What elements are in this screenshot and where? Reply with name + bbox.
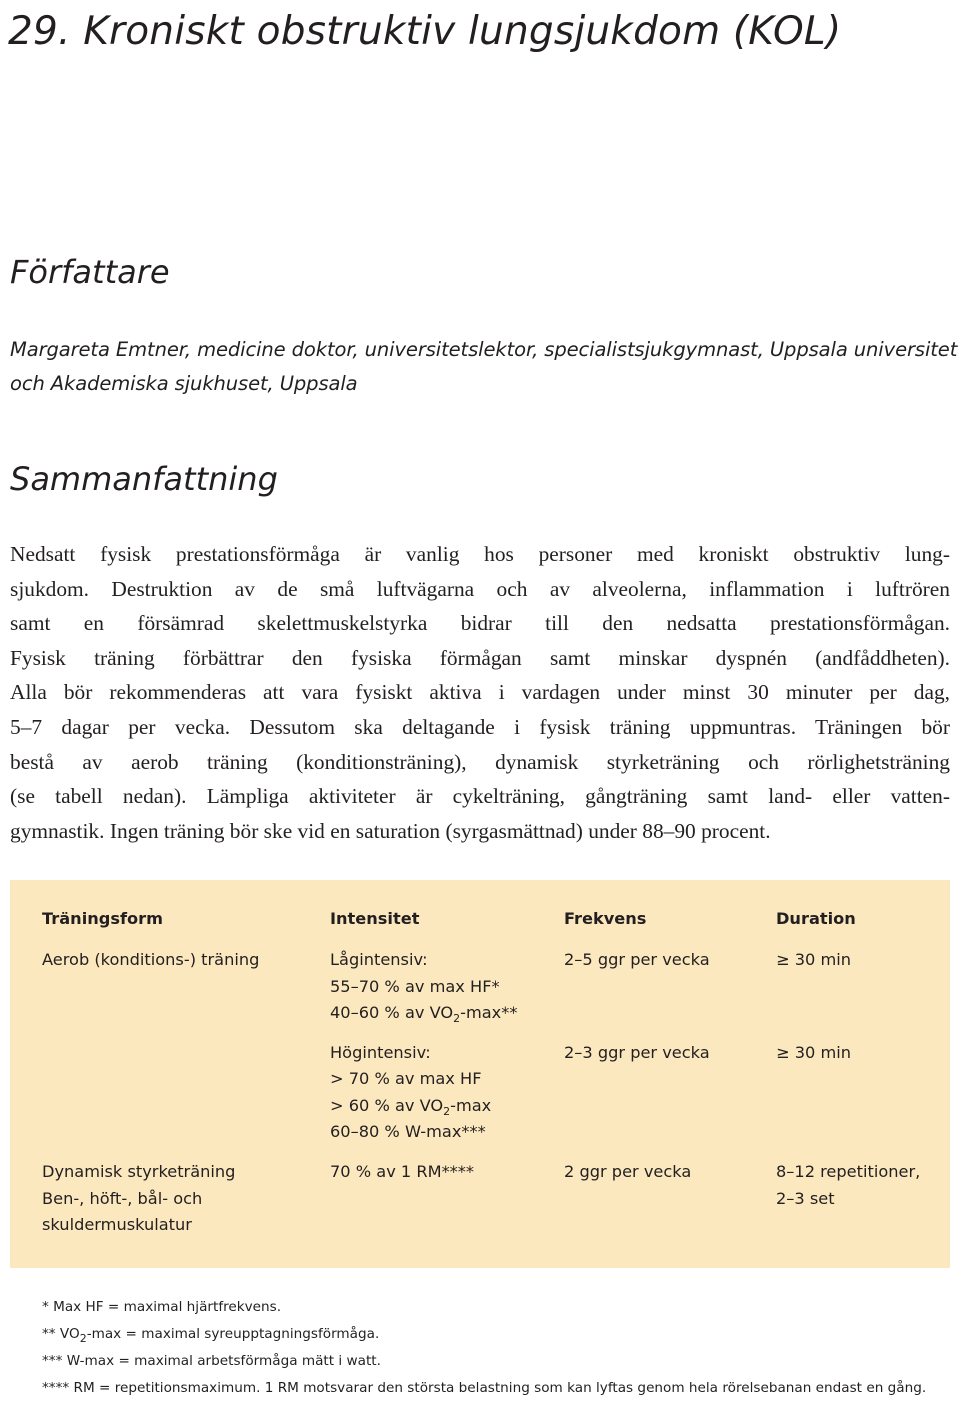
vo2-text: > 60 % av VO bbox=[330, 1096, 444, 1115]
aerob-high-frequency: 2–3 ggr per vecka bbox=[564, 1043, 710, 1062]
subscript: 2 bbox=[443, 1105, 451, 1118]
strength-form-line: skuldermuskulatur bbox=[42, 1215, 192, 1234]
header-intensity: Intensitet bbox=[330, 909, 420, 928]
summary-line: 5–7 dagar per vecka. Dessutom ska deltagande i fysisk träning uppmuntras. Träningen bör bbox=[10, 714, 950, 739]
summary-line: bestå av aerob träning (konditionsträning), dynamisk styrketräning och rörlighetsträning bbox=[10, 749, 950, 774]
summary-line: Alla bör rekommenderas att vara fysiskt aktiva i vardagen under minst 30 minuter per dag, bbox=[10, 680, 950, 705]
aerob-low-duration: ≥ 30 min bbox=[776, 950, 851, 969]
subscript: 2 bbox=[79, 1332, 87, 1345]
aerob-high-hf: > 70 % av max HF bbox=[330, 1069, 482, 1088]
summary-line: samt en försämrad skelettmuskelstyrka bidrar till den nedsatta prestationsförmågan. bbox=[10, 611, 950, 636]
footnotes bbox=[42, 1294, 957, 1402]
summary-line: sjukdom. Destruktion av de små luftvägarna och av alveolerna, inflammation i luftrören bbox=[10, 576, 950, 601]
footnote-text: ** VO bbox=[42, 1326, 80, 1342]
footnote-text: -max = maximal syreupptagningsförmåga. bbox=[86, 1326, 380, 1342]
aerob-low-vo2 bbox=[330, 1000, 517, 1027]
strength-intensity: 70 % av 1 RM**** bbox=[330, 1162, 474, 1181]
aerob-high-vo2 bbox=[330, 1093, 491, 1120]
aerob-low-title: Lågintensiv: bbox=[330, 950, 428, 969]
strength-frequency: 2 ggr per vecka bbox=[564, 1162, 692, 1181]
summary-line: gymnastik. Ingen träning bör ske vid en saturation (syrgasmättnad) under 88–90 procent. bbox=[10, 818, 771, 843]
summary-line: (se tabell nedan). Lämpliga aktiviteter är cykelträning, gångträning samt land- eller vatten- bbox=[10, 784, 950, 809]
summary-body bbox=[10, 537, 950, 848]
aerob-low-hf: 55–70 % av max HF* bbox=[330, 977, 500, 996]
summary-line: Fysisk träning förbättrar den fysiska förmågan samt minskar dyspnén (andfåddheten). bbox=[10, 645, 950, 670]
aerob-high-wmax: 60–80 % W-max*** bbox=[330, 1122, 486, 1141]
footnote bbox=[42, 1321, 957, 1348]
footnote: *** W-max = maximal arbetsförmåga mätt i watt. bbox=[42, 1353, 381, 1369]
author-text: Margareta Emtner, medicine doktor, universitetslektor, specialistsjukgymnast, Uppsala universitet och Akademiska sjukhuset, Uppsala bbox=[10, 338, 958, 395]
vo2-text: 40–60 % av VO bbox=[330, 1003, 454, 1022]
footnote: * Max HF = maximal hjärtfrekvens. bbox=[42, 1299, 282, 1315]
header-frequency: Frekvens bbox=[564, 909, 647, 928]
footnote: **** RM = repetitionsmaximum. 1 RM motsvarar den största belastning som kan lyftas genom hela rörelsebanan endast en gång. bbox=[42, 1380, 927, 1396]
strength-form-line: Ben-, höft-, bål- och bbox=[42, 1189, 203, 1208]
summary-line: Nedsatt fysisk prestationsförmåga är vanlig hos personer med kroniskt obstruktiv lung- bbox=[10, 542, 950, 566]
page-title: 29. Kroniskt obstruktiv lungsjukdom (KOL) bbox=[8, 9, 842, 54]
vo2-suffix: -max bbox=[450, 1096, 492, 1115]
strength-duration-line: 8–12 repetitioner, bbox=[776, 1162, 921, 1181]
strength-duration-line: 2–3 set bbox=[776, 1189, 835, 1208]
strength-form-line: Dynamisk styrketräning bbox=[42, 1162, 236, 1181]
vo2-suffix: -max** bbox=[460, 1003, 518, 1022]
header-training-form: Träningsform bbox=[42, 909, 164, 928]
header-duration: Duration bbox=[776, 909, 856, 928]
summary-heading: Sammanfattning bbox=[10, 460, 278, 498]
subscript: 2 bbox=[453, 1012, 461, 1025]
aerob-high-duration: ≥ 30 min bbox=[776, 1043, 851, 1062]
aerob-high-title: Högintensiv: bbox=[330, 1043, 431, 1062]
aerob-form: Aerob (konditions-) träning bbox=[42, 950, 260, 969]
authors-heading: Författare bbox=[10, 253, 170, 291]
training-table bbox=[10, 880, 950, 1268]
aerob-low-frequency: 2–5 ggr per vecka bbox=[564, 950, 710, 969]
